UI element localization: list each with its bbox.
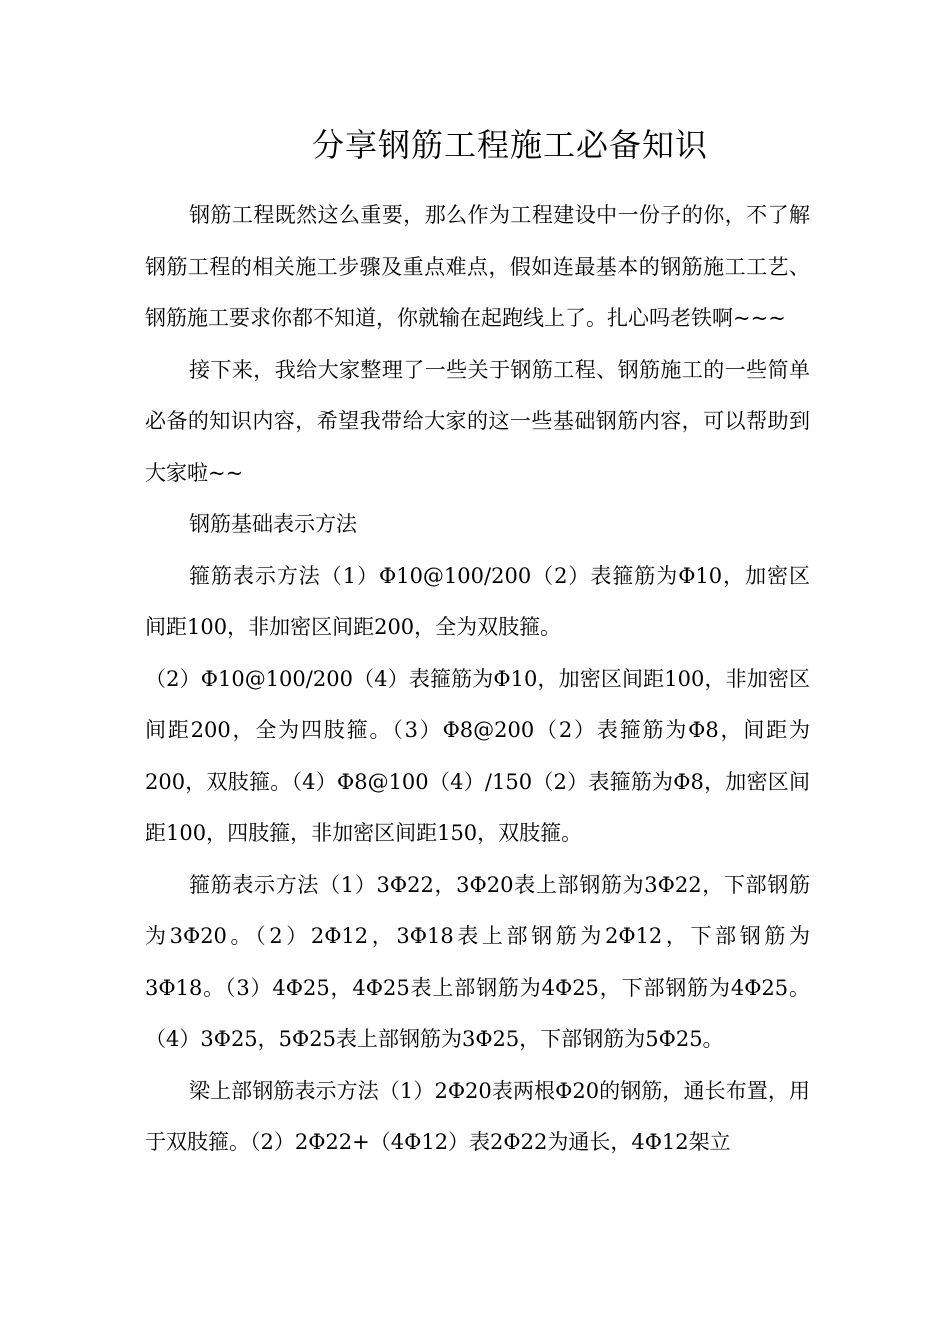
- paragraph-intro: 钢筋工程既然这么重要，那么作为工程建设中一份子的你，不了解钢筋工程的相关施工步骤及重点难点，假如连最基本的钢筋施工工艺、钢筋施工要求你都不知道，你就输在起跑线上了。扎心吗老铁啊~~~: [145, 203, 810, 330]
- paragraph-preface: 接下来，我给大家整理了一些关于钢筋工程、钢筋施工的一些简单必备的知识内容，希望我带给大家的这一些基础钢筋内容，可以帮助到大家啦~~: [145, 357, 810, 485]
- paragraph-stirrup-notation-2: （2）Φ10@100/200（4）表箍筋为Φ10，加密区间距100，非加密区间距200，全为四肢箍。（3）Φ8@200（2）表箍筋为Φ8，间距为200，双肢箍。（4）Φ8@100（4）/150（2）表箍筋为Φ8，加密区间距100，四肢箍，非加密区间距150，双肢箍。: [145, 666, 810, 845]
- paragraph-stirrup-notation-1: 箍筋表示方法（1）Φ10@100/200（2）表箍筋为Φ10，加密区间距100，非加密区间距200，全为双肢箍。: [145, 563, 810, 639]
- paragraph-beam-top-rebar: 梁上部钢筋表示方法（1）2Φ20表两根Φ20的钢筋，通长布置，用于双肢箍。（2）2Φ22+（4Φ12）表2Φ22为通长，4Φ12架立: [145, 1078, 810, 1154]
- document-body: [145, 190, 810, 1169]
- paragraph-stirrup-notation-3: 箍筋表示方法（1）3Φ22，3Φ20表上部钢筋为3Φ22，下部钢筋为3Φ20。（2）2Φ12，3Φ18表上部钢筋为2Φ12，下部钢筋为3Φ18。（3）4Φ25，4Φ25表上部钢筋为4Φ25，下部钢筋为4Φ25。（4）3Φ25，5Φ25表上部钢筋为3Φ25，下部钢筋为5Φ25。: [145, 872, 810, 1051]
- section-heading-rebar-notation: 钢筋基础表示方法: [189, 512, 357, 536]
- document-title: 分享钢筋工程施工必备知识: [311, 126, 708, 164]
